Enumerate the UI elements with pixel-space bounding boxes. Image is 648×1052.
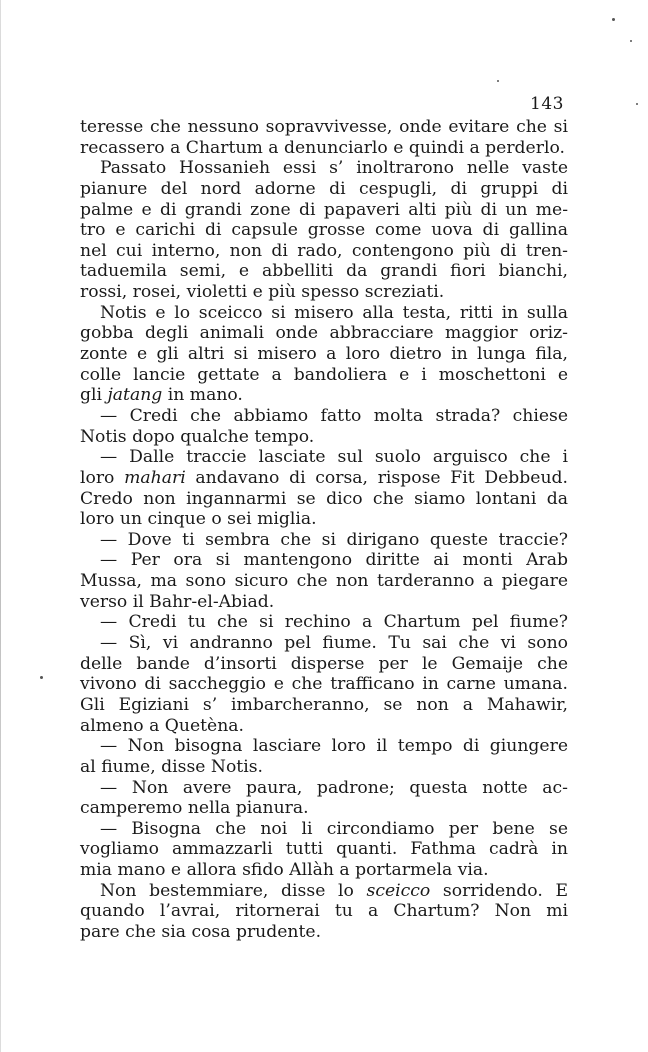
paper-speck xyxy=(40,676,43,679)
italic-word: mahari xyxy=(124,467,186,488)
text-line: Credo non ingannarmi se dico che siamo lontani da xyxy=(80,488,568,509)
text-line: — Non avere paura, padrone; questa notte ac- xyxy=(100,777,568,798)
text-line: — Bisogna che noi li circondiamo per bene se xyxy=(100,818,568,839)
text-line xyxy=(80,881,568,902)
text-line: almeno a Quetèna. xyxy=(80,715,244,736)
text-line: nel cui interno, non di rado, contengono più di tren- xyxy=(80,240,568,261)
text-segment: andavano di corsa, rispose Fit Debbeud. xyxy=(185,467,568,488)
text-segment: in mano. xyxy=(162,385,243,406)
text-line: — Per ora si mantengono diritte ai monti Arab xyxy=(100,550,568,571)
text-segment: loro xyxy=(80,467,125,488)
text-line: Notis e lo sceicco si misero alla testa, ritti in sulla xyxy=(100,302,568,323)
text-line: al fiume, disse Notis. xyxy=(80,756,263,777)
italic-word: jatang xyxy=(107,385,163,406)
paper-speck xyxy=(497,80,499,82)
text-line: colle lancie gettate a bandoliera e i moschettoni e xyxy=(80,364,568,385)
paper-speck xyxy=(612,18,615,21)
body-text xyxy=(80,117,568,943)
text-line: vogliamo ammazzarli tutti quanti. Fathma cadrà in xyxy=(80,839,568,860)
text-segment: Non bestemmiare, disse lo xyxy=(100,880,367,901)
text-line: — Sì, vi andranno pel fiume. Tu sai che vi sono xyxy=(100,633,568,654)
text-line: rossi, rosei, violetti e più spesso screziati. xyxy=(80,282,445,303)
italic-word: sceicco xyxy=(366,880,431,901)
text-line: recassero a Chartum a denunciarlo e quindi a perderlo. xyxy=(80,137,565,158)
text-line: quando l’avrai, ritornerai tu a Chartum? Non mi xyxy=(80,901,568,922)
page-number: 143 xyxy=(530,94,564,114)
text-line: camperemo nella pianura. xyxy=(80,798,309,819)
text-line: taduemila semi, e abbelliti da grandi fiori bianchi, xyxy=(80,261,568,282)
text-line: — Credi che abbiamo fatto molta strada? chiese xyxy=(100,405,568,426)
text-line: vivono di saccheggio e che trafficano in carne umana. xyxy=(80,674,568,695)
text-line: — Dove ti sembra che si dirigano queste traccie? xyxy=(100,529,568,550)
page-edge-left xyxy=(0,0,1,1052)
text-line: mia mano e allora sfido Allàh a portarmela via. xyxy=(80,860,489,881)
paper-speck xyxy=(636,103,638,105)
text-line: zonte e gli altri si misero a loro dietro in lunga fila, xyxy=(80,344,568,365)
text-line: gobba degli animali onde abbracciare maggior oriz- xyxy=(80,323,568,344)
text-line: — Dalle traccie lasciate sul suolo arguisco che i xyxy=(100,447,568,468)
text-line: pare che sia cosa prudente. xyxy=(80,921,322,942)
text-line: Notis dopo qualche tempo. xyxy=(80,426,315,447)
text-line: Passato Hossanieh essi s’ inoltrarono nelle vaste xyxy=(100,158,568,179)
text-line: palme e di grandi zone di papaveri alti più di un me- xyxy=(80,199,568,220)
text-line: — Non bisogna lasciare loro il tempo di giungere xyxy=(100,736,568,757)
text-line: teresse che nessuno sopravvivesse, onde evitare che si xyxy=(80,117,568,137)
text-line: pianure del nord adorne di cespugli, di gruppi di xyxy=(80,178,568,199)
text-line: Gli Egiziani s’ imbarcheranno, se non a Mahawir, xyxy=(80,694,568,715)
text-line: Mussa, ma sono sicuro che non tarderanno a piegare xyxy=(80,571,568,592)
text-line: tro e carichi di capsule grosse come uova di gallina xyxy=(80,220,568,241)
text-segment: sorridendo. E xyxy=(430,880,568,901)
text-line: loro un cinque o sei miglia. xyxy=(80,509,317,530)
text-line: verso il Bahr-el-Abiad. xyxy=(80,591,275,612)
text-line: delle bande d’insorti disperse per le Gemaije che xyxy=(80,653,568,674)
text-line xyxy=(80,468,568,489)
text-segment: gli xyxy=(80,385,108,406)
text-line: — Credi tu che si rechino a Chartum pel fiume? xyxy=(100,612,568,633)
text-line xyxy=(80,385,568,406)
paper-speck xyxy=(630,40,632,42)
